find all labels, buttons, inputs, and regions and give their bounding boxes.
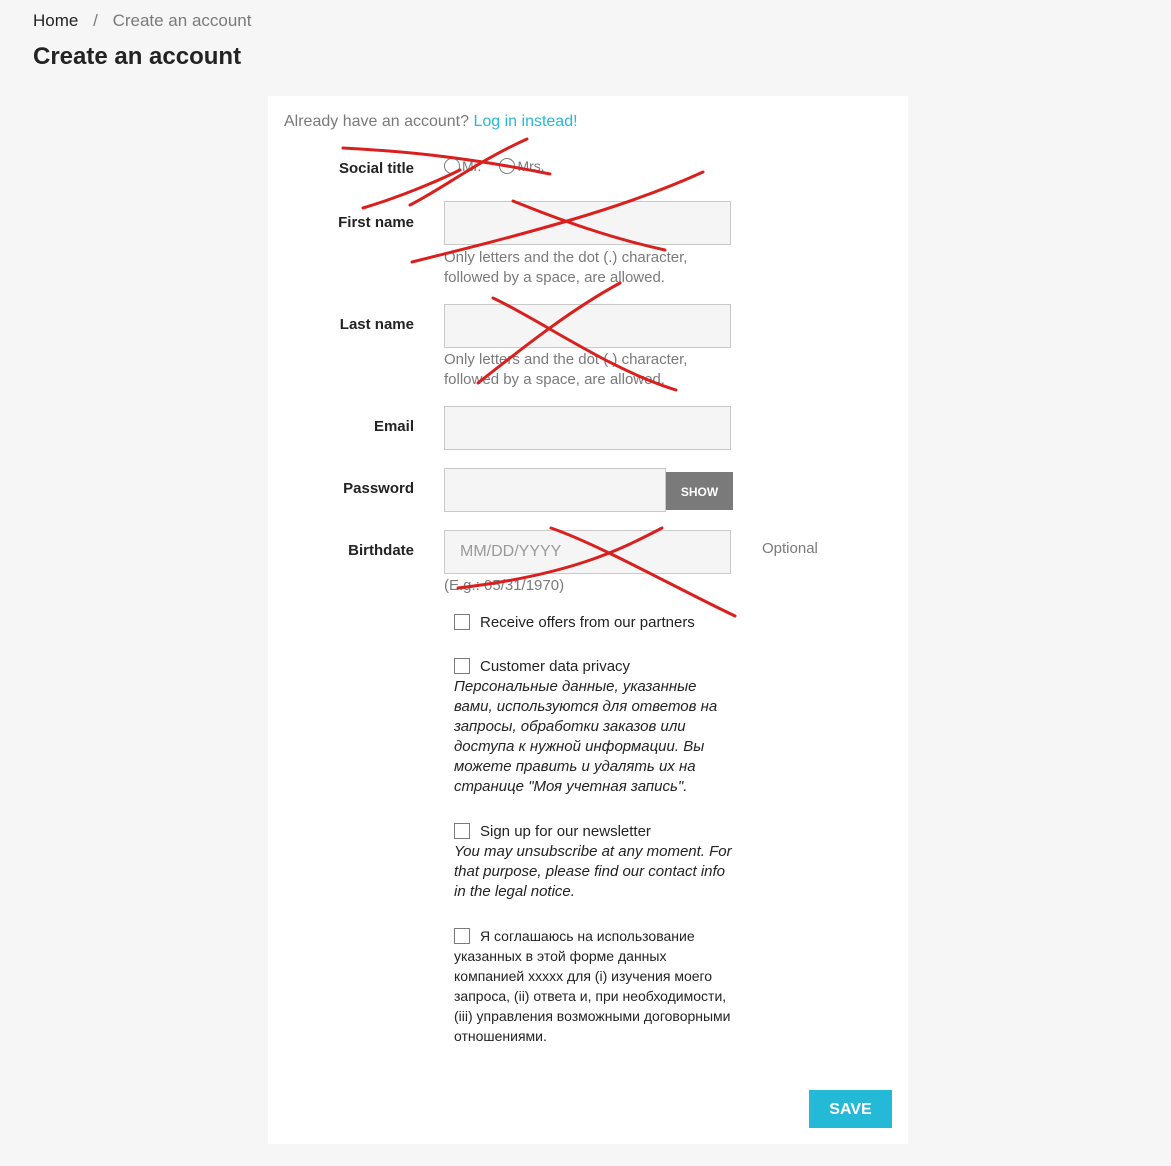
birthdate-label: Birthdate xyxy=(348,542,414,559)
privacy-description: Персональные данные, указанные вами, используются для ответов на запросы, обработки заказов или доступа к нужной информации. Вы можете править и удалять их на странице "Моя учетная запись". xyxy=(454,678,718,795)
social-title-radios xyxy=(444,158,545,174)
first-name-field[interactable] xyxy=(444,201,731,245)
radio-circle-mrs[interactable] xyxy=(499,158,515,174)
consent-checkbox[interactable] xyxy=(454,928,470,944)
consent-text: Я соглашаюсь на использование указанных в этой форме данных компанией xxxxx для (i) изучения моего запроса, (ii) ответа и, при необходимости, (iii) управления возможными договорными отношениями. xyxy=(454,928,731,1044)
social-title-label: Social title xyxy=(338,160,414,177)
consent-option xyxy=(454,926,734,1046)
login-prompt xyxy=(284,113,578,131)
birthdate-hint: (E.g.: 05/31/1970) xyxy=(444,577,565,594)
password-field[interactable] xyxy=(444,468,666,512)
breadcrumb-separator: / xyxy=(93,11,98,30)
breadcrumb-current: Create an account xyxy=(112,11,252,30)
privacy-checkbox[interactable] xyxy=(454,658,470,674)
login-link[interactable]: Log in instead! xyxy=(473,113,578,130)
save-button[interactable]: SAVE xyxy=(809,1090,892,1128)
last-name-field[interactable] xyxy=(444,304,731,348)
registration-form xyxy=(268,96,908,1144)
breadcrumb-home-link[interactable]: Home xyxy=(33,11,79,30)
last-name-hint: Only letters and the dot (.) character, followed by a space, are allowed. xyxy=(444,351,688,388)
email-label: Email xyxy=(373,418,414,435)
radio-mr-label: Mr. xyxy=(462,158,482,174)
partners-checkbox[interactable] xyxy=(454,614,470,630)
birthdate-field[interactable] xyxy=(444,530,731,574)
privacy-option xyxy=(454,658,734,797)
first-name-hint: Only letters and the dot (.) character, followed by a space, are allowed. xyxy=(444,249,688,286)
radio-mr[interactable] xyxy=(444,158,481,174)
newsletter-option xyxy=(454,823,734,902)
birthdate-optional: Optional xyxy=(762,540,818,557)
last-name-label: Last name xyxy=(339,316,414,333)
partners-label: Receive offers from our partners xyxy=(480,614,695,631)
radio-circle-mr[interactable] xyxy=(444,158,460,174)
newsletter-label: Sign up for our newsletter xyxy=(480,823,651,840)
radio-mrs-label: Mrs. xyxy=(517,158,545,174)
email-field[interactable] xyxy=(444,406,731,450)
first-name-label: First name xyxy=(338,214,414,231)
newsletter-description: You may unsubscribe at any moment. For that purpose, please find our contact info in the legal notice. xyxy=(454,843,732,900)
password-label: Password xyxy=(343,480,414,497)
already-text: Already have an account? xyxy=(284,113,470,130)
newsletter-checkbox[interactable] xyxy=(454,823,470,839)
show-password-button[interactable]: SHOW xyxy=(666,472,733,510)
partners-option xyxy=(454,614,734,631)
privacy-label: Customer data privacy xyxy=(480,658,631,675)
page-title: Create an account xyxy=(33,43,242,70)
radio-mrs[interactable] xyxy=(499,158,544,174)
breadcrumb xyxy=(33,11,251,31)
